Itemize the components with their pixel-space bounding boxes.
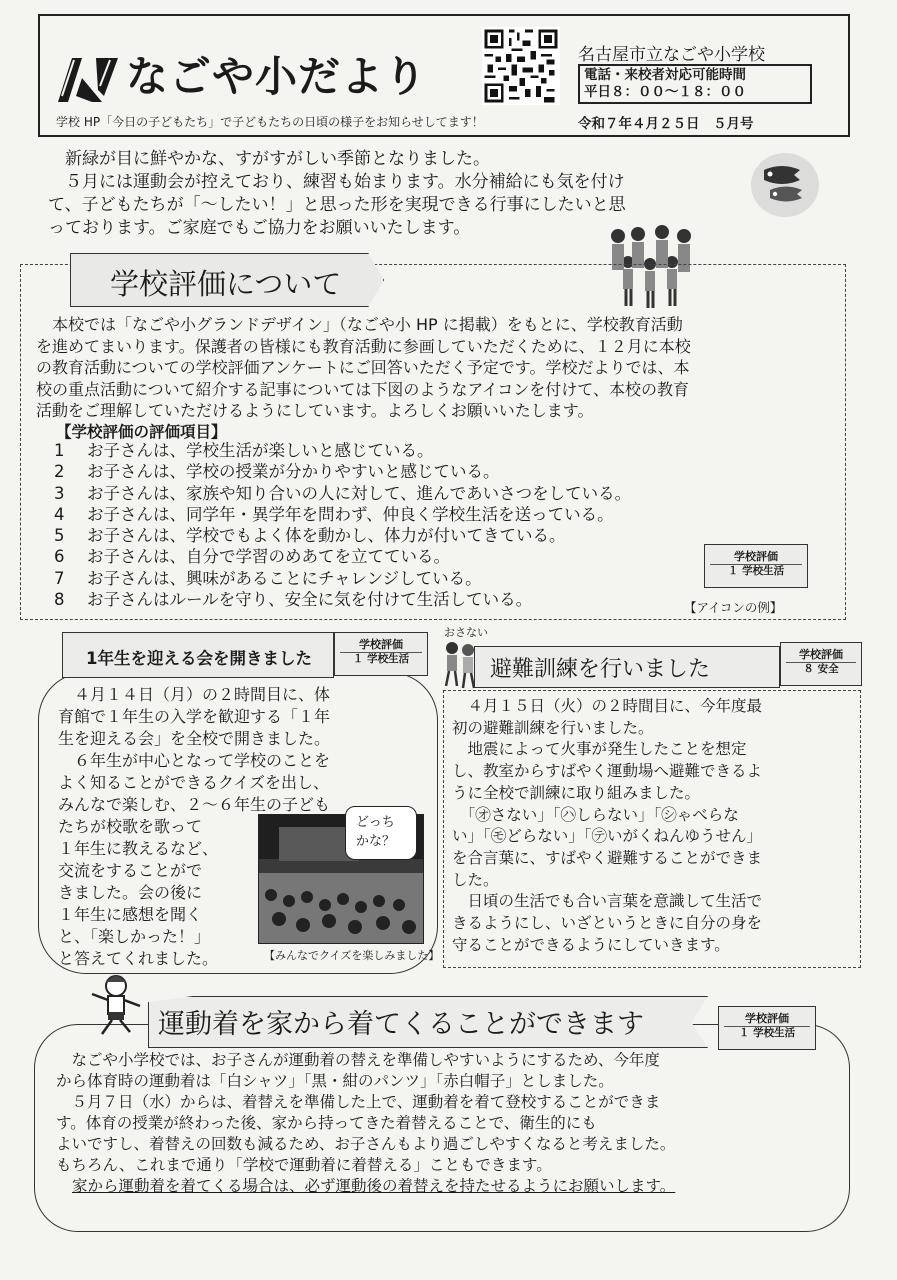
badge-category: １ 学校生活 bbox=[724, 1026, 810, 1040]
body-line: 交流をすることがで bbox=[58, 861, 203, 880]
badge-label: 学校評価 bbox=[734, 550, 778, 563]
body-line: よく知ることができるクイズを出し、 bbox=[58, 773, 330, 792]
item-text: お子さんは、学校でもよく体を動かし、体力が付いてきている。 bbox=[87, 526, 566, 546]
item-number: 4 bbox=[54, 504, 65, 524]
body-line: を合言葉に、すばやく避難することができま bbox=[452, 848, 763, 867]
badge-category: ８ 安全 bbox=[786, 662, 856, 676]
paragraph-line: 校の重点活動について紹介する記事については下図のようなアイコンを付けて、本校の教育 bbox=[36, 379, 689, 399]
body-line: きるようにし、いざというときに自分の身を bbox=[452, 914, 763, 933]
body-line: した。 bbox=[452, 870, 499, 889]
evaluation-heading: 学校評価について bbox=[110, 267, 342, 301]
pe-clothes-body bbox=[56, 1050, 675, 1197]
body-line: １年生に感想を聞く bbox=[58, 905, 203, 924]
list-item bbox=[54, 546, 631, 567]
list-item bbox=[54, 525, 631, 546]
body-line: みんなで楽しむ、２～６年生の子ども bbox=[58, 795, 331, 814]
welcome-heading: 1年生を迎える会を開きました bbox=[86, 649, 312, 668]
badge-category: １ 学校生活 bbox=[710, 564, 802, 578]
badge-label: 学校評価 bbox=[799, 648, 843, 661]
badge-label: 学校評価 bbox=[359, 638, 403, 651]
body-line: から体育時の運動着は「白シャツ」「黒・紺のパンツ」「赤白帽子」としました。 bbox=[56, 1072, 614, 1090]
evaluation-paragraph bbox=[36, 314, 836, 422]
intro-line: 新緑が目に鮮やかな、すがすがしい季節となりました。 bbox=[48, 149, 490, 169]
item-text: お子さんはルールを守り、安全に気を付けて生活している。 bbox=[87, 590, 533, 610]
body-line: きました。会の後に bbox=[58, 883, 203, 902]
carp-streamer-icon bbox=[750, 150, 820, 220]
issue-date bbox=[578, 112, 754, 132]
school-name: 名古屋市立なごや小学校 bbox=[578, 45, 765, 65]
body-line: 育館で１年生の入学を歓迎する「１年 bbox=[58, 707, 331, 726]
item-number: 1 bbox=[54, 441, 65, 460]
item-number: 5 bbox=[54, 526, 65, 546]
body-line: 日頃の生活でも合い言葉を意識して生活で bbox=[452, 892, 763, 911]
evacuation-body bbox=[452, 696, 762, 956]
evacuation-evaluation-badge bbox=[780, 642, 862, 686]
body-line: ６年生が中心となって学校のことを bbox=[58, 751, 331, 770]
item-number: 2 bbox=[54, 462, 65, 482]
body-line: ４月１５日（火）の２時間目に、今年度最 bbox=[452, 697, 763, 715]
quiz-speech-bubble bbox=[345, 806, 417, 860]
evaluation-items-list bbox=[54, 440, 631, 610]
item-number: 6 bbox=[54, 547, 65, 567]
body-line: い」「㋲どらない」「㋢いがくねんゆうせん」 bbox=[452, 827, 763, 846]
pe-clothes-note: 家から運動着を着てくる場合は、必ず運動後の着替えを持たせるようにお願いします。 bbox=[72, 1177, 676, 1195]
list-item bbox=[54, 504, 631, 525]
issue-month: ５月号 bbox=[713, 116, 754, 132]
evacuation-heading: 避難訓練を行いました bbox=[490, 657, 711, 682]
body-line: 守ることができるようにしていきます。 bbox=[452, 935, 730, 954]
body-line: うに全校で訓練に取り組みました。 bbox=[452, 783, 701, 802]
item-number: 8 bbox=[54, 590, 65, 610]
body-line: と、「楽しかった！」 bbox=[58, 927, 211, 946]
school-logo-icon bbox=[58, 56, 120, 104]
body-line: と答えてくれました。 bbox=[58, 949, 219, 968]
body-line: 初の避難訓練を行いました。 bbox=[452, 718, 654, 737]
paragraph-line: 活動をご理解していただけるようにしています。よろしくお願いいたします。 bbox=[36, 401, 594, 420]
body-line: し、教室からすばやく運動場へ避難できるよ bbox=[452, 762, 763, 781]
body-line: １年生に教えるなど、 bbox=[58, 839, 219, 858]
item-text: お子さんは、家族や知り合いの人に対して、進んであいさつをしている。 bbox=[87, 483, 632, 503]
body-line: よいですし、着替えの回数も減るため、お子さんもより過ごしやすくなると考えました。 bbox=[56, 1135, 676, 1153]
body-line: なごや小学校では、お子さんが運動着の替えを準備しやすいようにするため、今年度 bbox=[56, 1051, 660, 1069]
pe-evaluation-badge bbox=[718, 1006, 816, 1050]
homepage-tagline: 学校 HP「今日の子どもたち」で子どもたちの日頃の様子をお知らせしてます！ bbox=[56, 115, 484, 129]
qr-code-icon bbox=[482, 26, 560, 106]
intro-line: て、子どもたちが「～したい！」と思った形を実現できる行事にしたいと思 bbox=[48, 195, 626, 215]
photo-caption: 【みんなでクイズを楽しみました】 bbox=[264, 949, 440, 962]
contact-hours-label: 電話・来校者対応可能時間 bbox=[584, 67, 746, 83]
contact-hours-box bbox=[578, 64, 812, 104]
bubble-line: かな？ bbox=[356, 834, 396, 849]
paragraph-line: 本校では「なごや小グランドデザイン」（なごや小 HP に掲載）をもとに、学校教育活動 bbox=[36, 315, 683, 334]
list-item bbox=[54, 589, 631, 610]
body-line: 生を迎える会」を全校で開きました。 bbox=[58, 729, 331, 748]
osanai-label: おさない bbox=[444, 626, 488, 639]
evaluation-items-heading: 【学校評価の評価項目】 bbox=[56, 423, 227, 441]
date-text: 令和７年４月２５日 bbox=[578, 116, 700, 132]
list-item bbox=[54, 568, 631, 589]
newsletter-title: なごや小だより bbox=[126, 52, 428, 101]
list-item bbox=[54, 483, 631, 504]
evaluation-badge-example bbox=[704, 544, 808, 588]
intro-line: ５月には運動会が控えており、練習も始まります。水分補給にも気を付け bbox=[48, 172, 625, 192]
icon-example-caption: 【アイコンの例】 bbox=[684, 600, 783, 615]
pe-clothes-heading: 運動着を家から着てくることができます bbox=[158, 1009, 644, 1040]
paragraph-line: の教育活動についての学校評価アンケートにご回答いただく予定です。学校だよりでは、本 bbox=[36, 358, 690, 377]
item-text: お子さんは、同学年・異学年を問わず、仲良く学校生活を送っている。 bbox=[87, 504, 614, 524]
badge-label: 学校評価 bbox=[745, 1012, 789, 1025]
body-line: もちろん、これまで通り「学校で運動着に着替える」こともできます。 bbox=[56, 1156, 552, 1174]
item-text: お子さんは、自分で学習のめあてを立てている。 bbox=[87, 547, 450, 567]
body-line: 地震によって火事が発生したことを想定 bbox=[452, 740, 747, 759]
body-line: ４月１４日（月）の２時間目に、体 bbox=[58, 685, 331, 704]
contact-hours-value: 平日８：００～１８：００ bbox=[584, 84, 746, 100]
item-text: お子さんは、興味があることにチャレンジしている。 bbox=[87, 568, 482, 588]
item-text: お子さんは、学校の授業が分かりやすいと感じている。 bbox=[87, 462, 500, 482]
body-line: 「㋔さない」「㋩しらない」「㋛ゃべらな bbox=[452, 805, 739, 824]
list-item bbox=[54, 440, 631, 461]
running-child-icon bbox=[86, 974, 146, 1036]
intro-line: っております。ご家庭でもご協力をお願いいたします。 bbox=[48, 218, 471, 238]
body-line: ５月７日（水）からは、着替えを準備した上で、運動着を着て登校することができま bbox=[56, 1093, 661, 1111]
item-number: 7 bbox=[54, 568, 65, 588]
item-text: お子さんは、学校生活が楽しいと感じている。 bbox=[87, 441, 434, 460]
paragraph-line: を進めてまいります。保護者の皆様にも教育活動に参画していただくために、１２月に本校 bbox=[36, 336, 691, 356]
list-item bbox=[54, 461, 631, 482]
bubble-line: どっち bbox=[356, 815, 395, 830]
body-line: たちが校歌を歌って bbox=[58, 817, 203, 836]
badge-category: １ 学校生活 bbox=[340, 652, 422, 666]
welcome-evaluation-badge bbox=[334, 632, 428, 676]
item-number: 3 bbox=[54, 483, 65, 503]
body-line: す。体育の授業が終わった後、家から持ってきた着替えることで、衛生的にも bbox=[56, 1114, 597, 1132]
